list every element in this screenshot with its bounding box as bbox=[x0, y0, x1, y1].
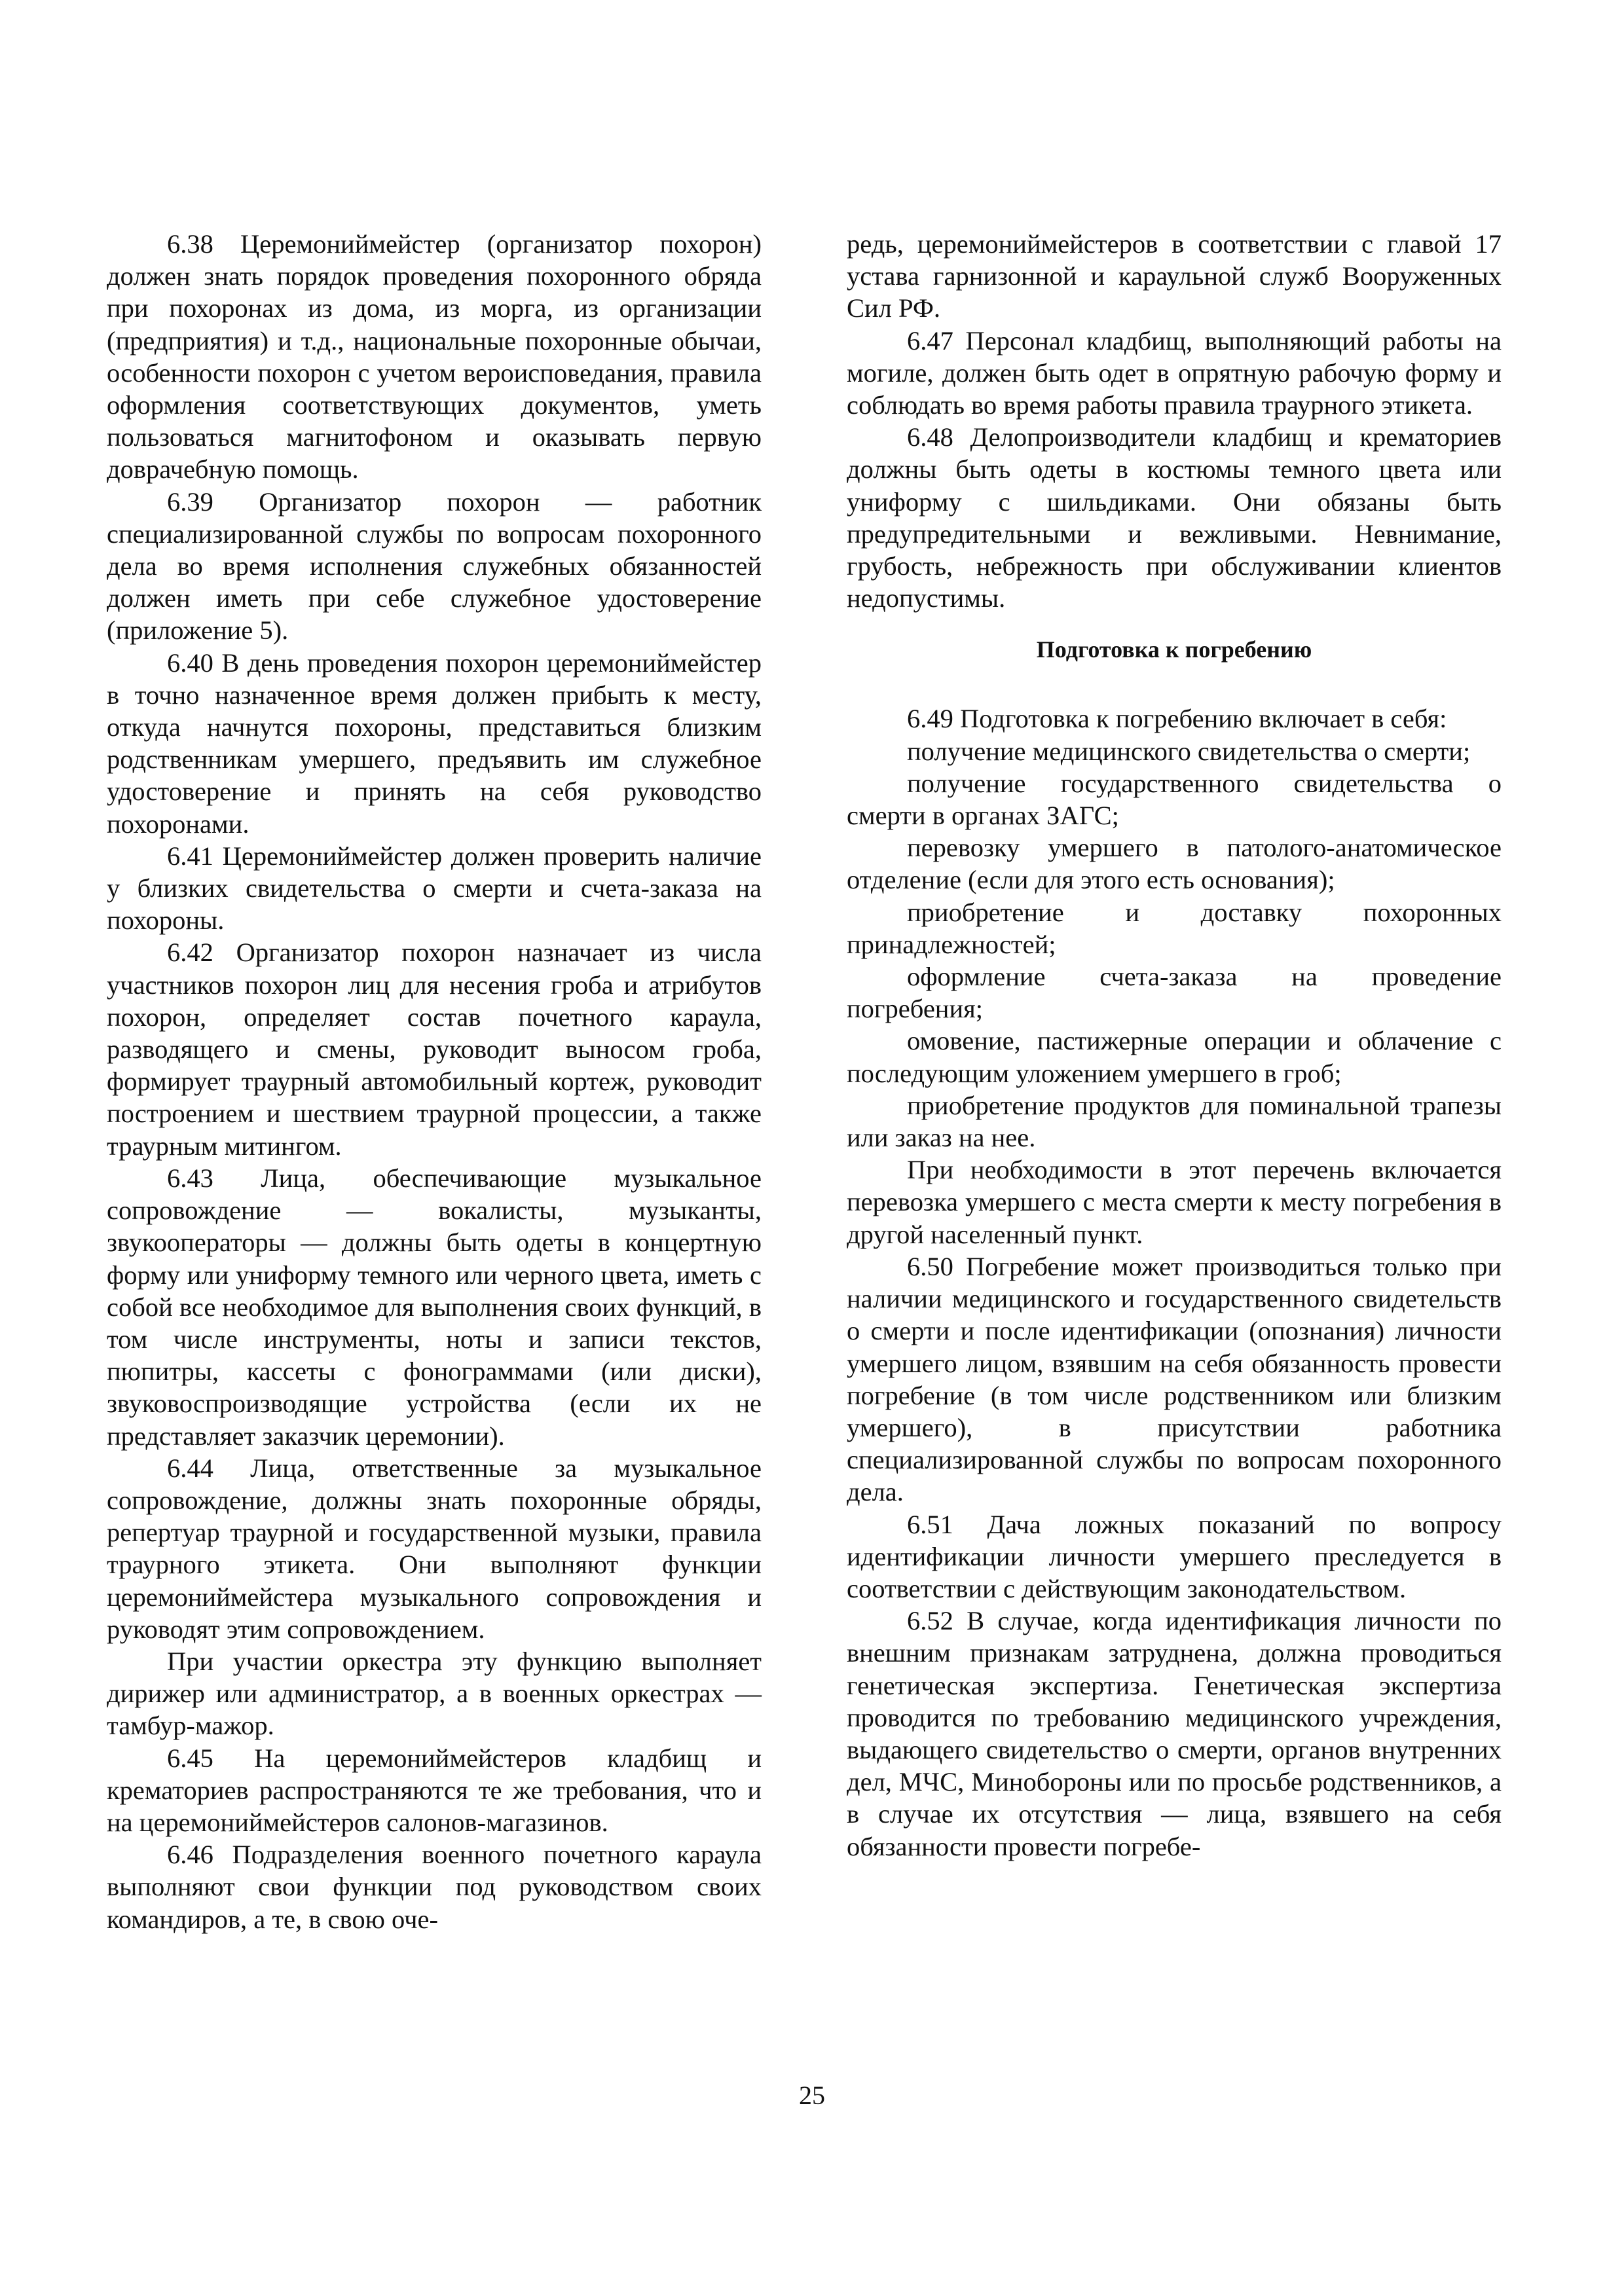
left-column bbox=[107, 228, 762, 1935]
paragraph-6-42: 6.42 Организатор похорон назначает из числа участников похорон лиц для несения гроба и атрибутов похорон, определяет состав почетного караула, разводящего и смены, руководит выносом гроба, формирует траурный автомобильный кортеж, руководит построением и шествием траурной процессии, а также траурным митингом. bbox=[107, 938, 762, 1161]
right-column bbox=[847, 228, 1502, 1863]
list-item-medical-certificate: получение медицинского свидетельства о смерти; bbox=[907, 736, 1471, 766]
paragraph-6-40: 6.40 В день проведения похорон церемониймейстер в точно назначенное время должен прибыть к месту, откуда начнутся похороны, представиться близким родственникам умершего, предъявить им служебное удостоверение и принять на себя руководство похоронами. bbox=[107, 647, 762, 839]
list-item-state-certificate: получение государственного свидетельства о смерти в органах ЗАГС; bbox=[847, 768, 1502, 831]
paragraph-6-49: 6.49 Подготовка к погребению включает в себя: bbox=[907, 704, 1447, 734]
section-heading: Подготовка к погребению bbox=[1036, 636, 1312, 663]
paragraph-6-51: 6.51 Дача ложных показаний по вопросу идентификации личности умершего преследуется в соответствии с действующим законодательством. bbox=[847, 1509, 1502, 1603]
list-item-memorial-meal: приобретение продуктов для поминальной трапезы или заказ на нее. bbox=[847, 1090, 1502, 1153]
paragraph-6-45: 6.45 На церемониймейстеров кладбищ и крематориев распространяются те же требования, что и на церемониймейстеров салонов-магазинов. bbox=[107, 1743, 762, 1837]
paragraph-6-48: 6.48 Делопроизводители кладбищ и крематориев должны быть одеты в костюмы темного цвета или униформу с шильдиками. Они обязаны быть предупредительными и вежливыми. Невнимание, грубость, небрежность при обслуживании клиентов недопустимы. bbox=[847, 422, 1502, 613]
paragraph-orchestra: При участии оркестра эту функцию выполняет дирижер или администратор, а в военных оркестрах — тамбур-мажор. bbox=[107, 1646, 762, 1741]
paragraph-6-41: 6.41 Церемониймейстер должен проверить наличие у близких свидетельства о смерти и счета-заказа на похороны. bbox=[107, 841, 762, 936]
list-item-washing: омовение, пастижерные операции и облачение с последующим уложением умершего в гроб; bbox=[847, 1026, 1502, 1088]
paragraph-6-44: 6.44 Лица, ответственные за музыкальное сопровождение, должны знать похоронные обряды, репертуар траурной и государственной музыки, правила траурного этикета. Они выполняют функции церемониймейстера музыкального сопровождения и руководят этим сопровождением. bbox=[107, 1453, 762, 1644]
paragraph-6-50: 6.50 Погребение может производиться только при наличии медицинского и государственного свидетельств о смерти и после идентификации (опознания) личности умершего лицом, взявшим на себя обязанность провести погребение (в том числе родственником или близким умершего), в присутствии работника специализированной службы по вопросам похоронного дела. bbox=[847, 1251, 1502, 1507]
paragraph-6-46: 6.46 Подразделения военного почетного караула выполняют свои функции под руководством своих командиров, а те, в свою оче- bbox=[107, 1840, 762, 1934]
list-item-accessories: приобретение и доставку похоронных принадлежностей; bbox=[847, 897, 1502, 959]
paragraph-continuation: редь, церемониймейстеров в соответствии с главой 17 устава гарнизонной и караульной служб Вооруженных Сил РФ. bbox=[847, 229, 1502, 323]
paragraph-6-47: 6.47 Персонал кладбищ, выполняющий работы на могиле, должен быть одет в опрятную рабочую форму и соблюдать во время работы правила траурного этикета. bbox=[847, 325, 1502, 420]
paragraph-6-43: 6.43 Лица, обеспечивающие музыкальное сопровождение — вокалисты, музыканты, звукооператоры — должны быть одеты в концертную форму или униформу темного или черного цвета, иметь с собой все необходимое для выполнения своих функций, в том числе инструменты, ноты и записи текстов, пюпитры, кассеты с фонограммами (или диски), звуковоспроизводящие устройства (если их не представляет заказчик церемонии). bbox=[107, 1163, 762, 1451]
paragraph-6-38: 6.38 Церемониймейстер (организатор похорон) должен знать порядок проведения похоронного обряда при похоронах из дома, из морга, из организации (предприятия) и т.д., национальные похоронные обычаи, особенности похорон с учетом вероисповедания, правила оформления соответствующих документов, уметь пользоваться магнитофоном и оказывать первую доврачебную помощь. bbox=[107, 229, 762, 484]
page-number: 25 bbox=[799, 2081, 825, 2110]
paragraph-6-52: 6.52 В случае, когда идентификация личности по внешним признакам затруднена, должна проводиться генетическая экспертиза. Генетическая экспертиза проводится по требованию медицинского учреждения, выдающего свидетельство о смерти, органов внутренних дел, МЧС, Минобороны или по просьбе родственников, а в случае их отсутствия — лица, взявшего на себя обязанности провести погребе- bbox=[847, 1606, 1502, 1861]
paragraph-6-39: 6.39 Организатор похорон — работник специализированной службы по вопросам похоронного дела во время исполнения служебных обязанностей должен иметь при себе служебное удостоверение (приложение 5). bbox=[107, 486, 762, 646]
list-item-invoice: оформление счета-заказа на проведение погребения; bbox=[847, 962, 1502, 1024]
paragraph-transport-note: При необходимости в этот перечень включается перевозка умершего с места смерти к месту погребения в другой населенный пункт. bbox=[847, 1155, 1502, 1249]
list-item-transport: перевозку умершего в патолого-анатомическое отделение (если для этого есть основания); bbox=[847, 833, 1502, 895]
